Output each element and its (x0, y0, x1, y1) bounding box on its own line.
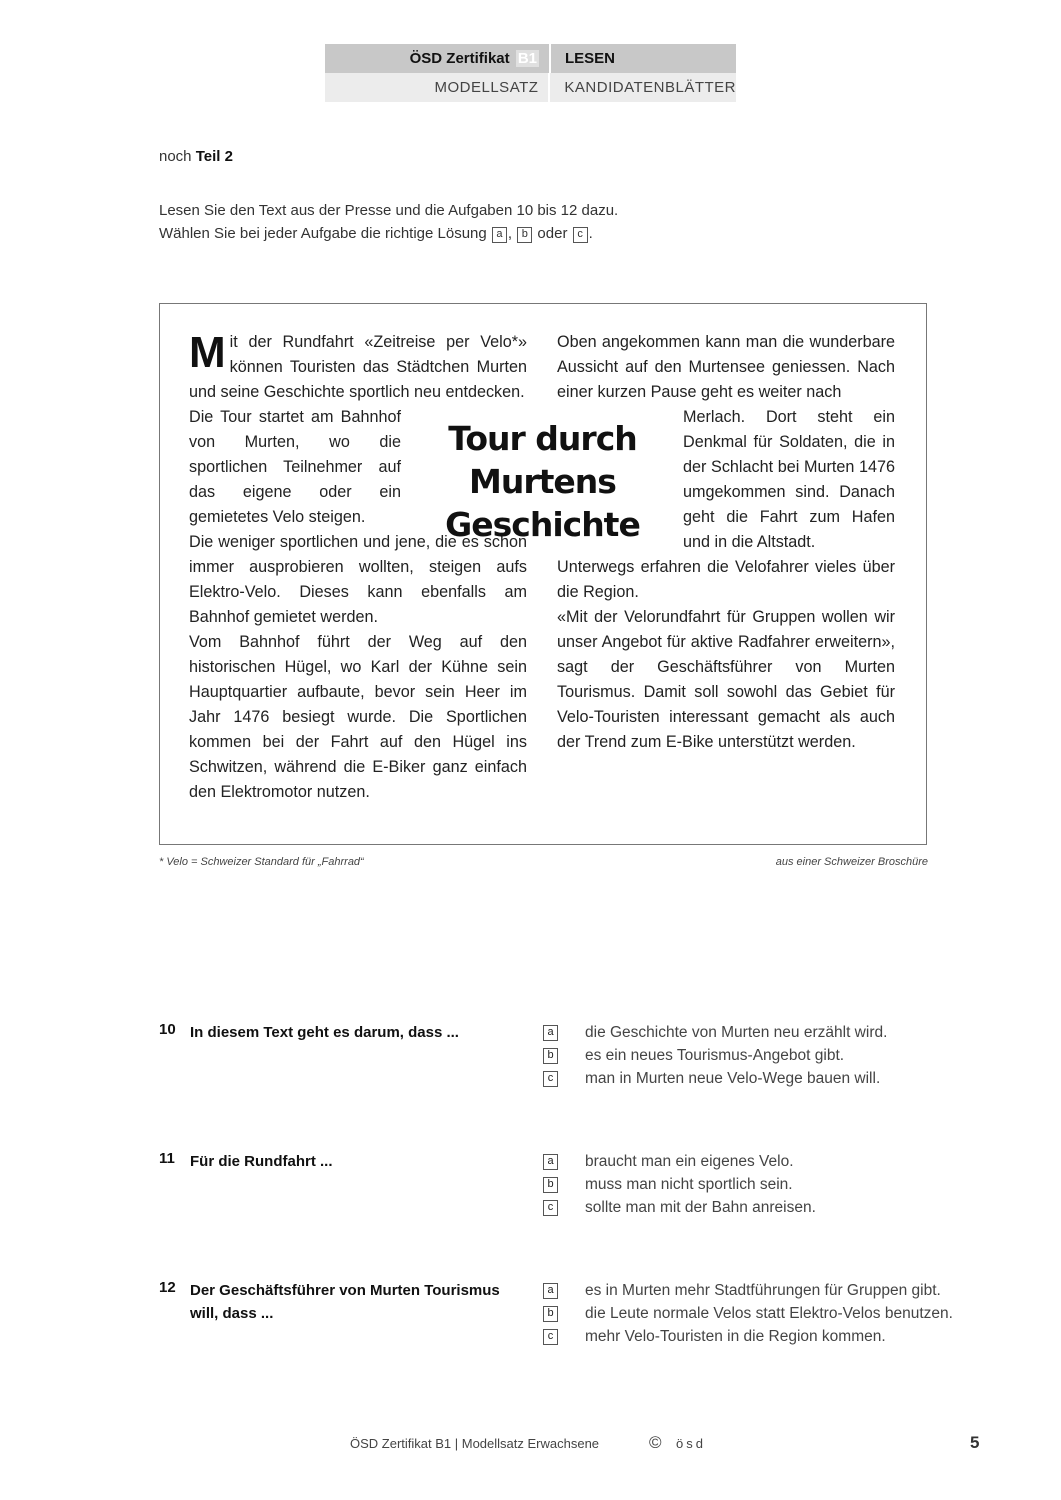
option-checkbox[interactable]: c (543, 1329, 558, 1345)
article-column-left (189, 330, 527, 805)
part-prefix: noch (159, 148, 192, 165)
question-text: Für die Rundfahrt ... (190, 1153, 333, 1170)
dropcap: M (189, 328, 226, 377)
option-text: muss man nicht sportlich sein. (585, 1175, 793, 1193)
header-subtitle-left: MODELLSATZ (434, 79, 539, 96)
question-number: 12 (159, 1279, 176, 1296)
article-p1-text: it der Rundfahrt «Zeitreise per Velo*» können Touristen das Städtchen Murten und seine Geschichte sportlich neu entdecken. (189, 333, 527, 401)
option-row[interactable] (542, 1021, 887, 1044)
option-box-c: c (573, 227, 588, 243)
headline-line-1: Tour durch (448, 419, 637, 458)
option-text: es in Murten mehr Stadtführungen für Gruppen gibt. (585, 1281, 941, 1299)
question-text: In diesem Text geht es darum, dass ... (190, 1024, 459, 1041)
instructions-period: . (588, 225, 593, 242)
header-title (325, 44, 549, 73)
option-box-b: b (517, 227, 532, 243)
article-right-paragraph-4: «Mit der Velorundfahrt für Gruppen wollen wir unser Angebot für aktive Radfahrer erweitern», sagt der Geschäftsführer von Murten Tourismus. Damit soll sowohl das Gebiet für Velo-Touristen interessant gemacht als auch der Trend zum E-Bike unterstützt werden. (557, 608, 895, 751)
article-right-paragraph-1: Oben angekommen kann man die wunderbare Aussicht auf den Murtensee geniessen. Nach einer kurzen Pause geht es weiter nach (557, 333, 895, 401)
article-box (159, 303, 927, 845)
question-options (542, 1279, 953, 1348)
header-subtitle-right: KANDIDATENBLÄTTER (548, 73, 736, 102)
option-row[interactable] (542, 1150, 816, 1173)
article-paragraph-1 (189, 330, 527, 405)
headline-line-2: Murtens (469, 462, 616, 501)
article-paragraph-4: Vom Bahnhof führt der Weg auf den historischen Hügel, wo Karl der Kühne sein Hauptquartier aufbaute, bevor sein Heer im Jahr 1476 besiegt wurde. Die Sportlichen kommen bei der Fahrt auf den Hügel ins Schwitzen, während die E-Biker ganz einfach den Elektromotor nutzen. (189, 633, 527, 801)
question-number: 11 (159, 1150, 175, 1167)
source-note: aus einer Schweizer Broschüre (775, 856, 928, 868)
article-paragraph-3: Die weniger sportlichen und jene, die es schon immer ausprobieren wollten, steigen aufs Elektro-Velo. Dieses kann ebenfalls am Bahnhof gemietet werden. (189, 533, 527, 626)
exam-level: B1 (517, 50, 537, 67)
option-row[interactable] (542, 1067, 887, 1090)
option-row[interactable] (542, 1044, 887, 1067)
option-text: mehr Velo-Touristen in die Region kommen. (585, 1327, 886, 1345)
option-row[interactable] (542, 1279, 953, 1302)
part-label: Teil 2 (195, 148, 233, 165)
option-checkbox[interactable]: b (543, 1048, 558, 1064)
option-text: die Geschichte von Murten neu erzählt wird. (585, 1023, 888, 1041)
footer-text: ÖSD Zertifikat B1 | Modellsatz Erwachsene (350, 1436, 600, 1451)
page-header (325, 44, 736, 102)
option-checkbox[interactable]: c (543, 1071, 558, 1087)
article-column-right (557, 330, 895, 755)
instructions-line-2 (159, 222, 618, 245)
instructions (159, 199, 618, 245)
option-row[interactable] (542, 1302, 953, 1325)
option-text: es ein neues Tourismus-Angebot gibt. (585, 1046, 845, 1064)
header-section: LESEN (549, 44, 736, 73)
option-text: die Leute normale Velos statt Elektro-Velos benutzen. (585, 1304, 953, 1322)
option-checkbox[interactable]: b (543, 1177, 558, 1193)
exam-title: ÖSD Zertifikat (409, 50, 510, 67)
option-row[interactable] (542, 1173, 816, 1196)
option-text: sollte man mit der Bahn anreisen. (585, 1198, 816, 1216)
instructions-line-1: Lesen Sie den Text aus der Presse und die Aufgaben 10 bis 12 dazu. (159, 202, 619, 219)
question-options (542, 1150, 816, 1219)
osd-logo: ösd (676, 1436, 706, 1451)
question-number: 10 (159, 1021, 176, 1038)
instructions-comma: , (507, 225, 513, 242)
page-number: 5 (970, 1433, 980, 1452)
option-row[interactable] (542, 1196, 816, 1219)
headline-line-3: Geschichte (445, 505, 640, 544)
article-right-paragraph-2: Merlach. Dort steht ein Denkmal für Soldaten, die in der Schlacht bei Murten 1476 umgekommen sind. Danach geht die Fahrt zum Hafen und in die Altstadt. (683, 408, 895, 551)
part-heading (159, 148, 233, 165)
option-checkbox[interactable]: a (543, 1283, 558, 1299)
option-checkbox[interactable]: c (543, 1200, 558, 1216)
footnote: * Velo = Schweizer Standard für „Fahrrad“ (159, 856, 364, 868)
option-box-a: a (492, 227, 507, 243)
copyright-icon: © (649, 1433, 662, 1452)
option-checkbox[interactable]: a (543, 1154, 558, 1170)
option-checkbox[interactable]: b (543, 1306, 558, 1322)
question-text: Der Geschäftsführer von Murten Tourismus will, dass ... (190, 1282, 500, 1322)
article-right-paragraph-3: Unterwegs erfahren die Velofahrer vieles über die Region. (557, 558, 895, 601)
instructions-oder: oder (537, 225, 568, 242)
header-row-top (325, 44, 736, 73)
article-paragraph-2: Die Tour startet am Bahnhof von Murten, wo die sportlichen Teilnehmer auf das eigene oder ein gemietetes Velo steigen. (189, 408, 401, 526)
option-text: braucht man ein eigenes Velo. (585, 1152, 794, 1170)
option-row[interactable] (542, 1325, 953, 1348)
header-row-bottom (325, 73, 736, 102)
option-checkbox[interactable]: a (543, 1025, 558, 1041)
instructions-text: Wählen Sie bei jeder Aufgabe die richtige Lösung (159, 225, 487, 242)
option-text: man in Murten neue Velo-Wege bauen will. (585, 1069, 881, 1087)
question-options (542, 1021, 887, 1090)
